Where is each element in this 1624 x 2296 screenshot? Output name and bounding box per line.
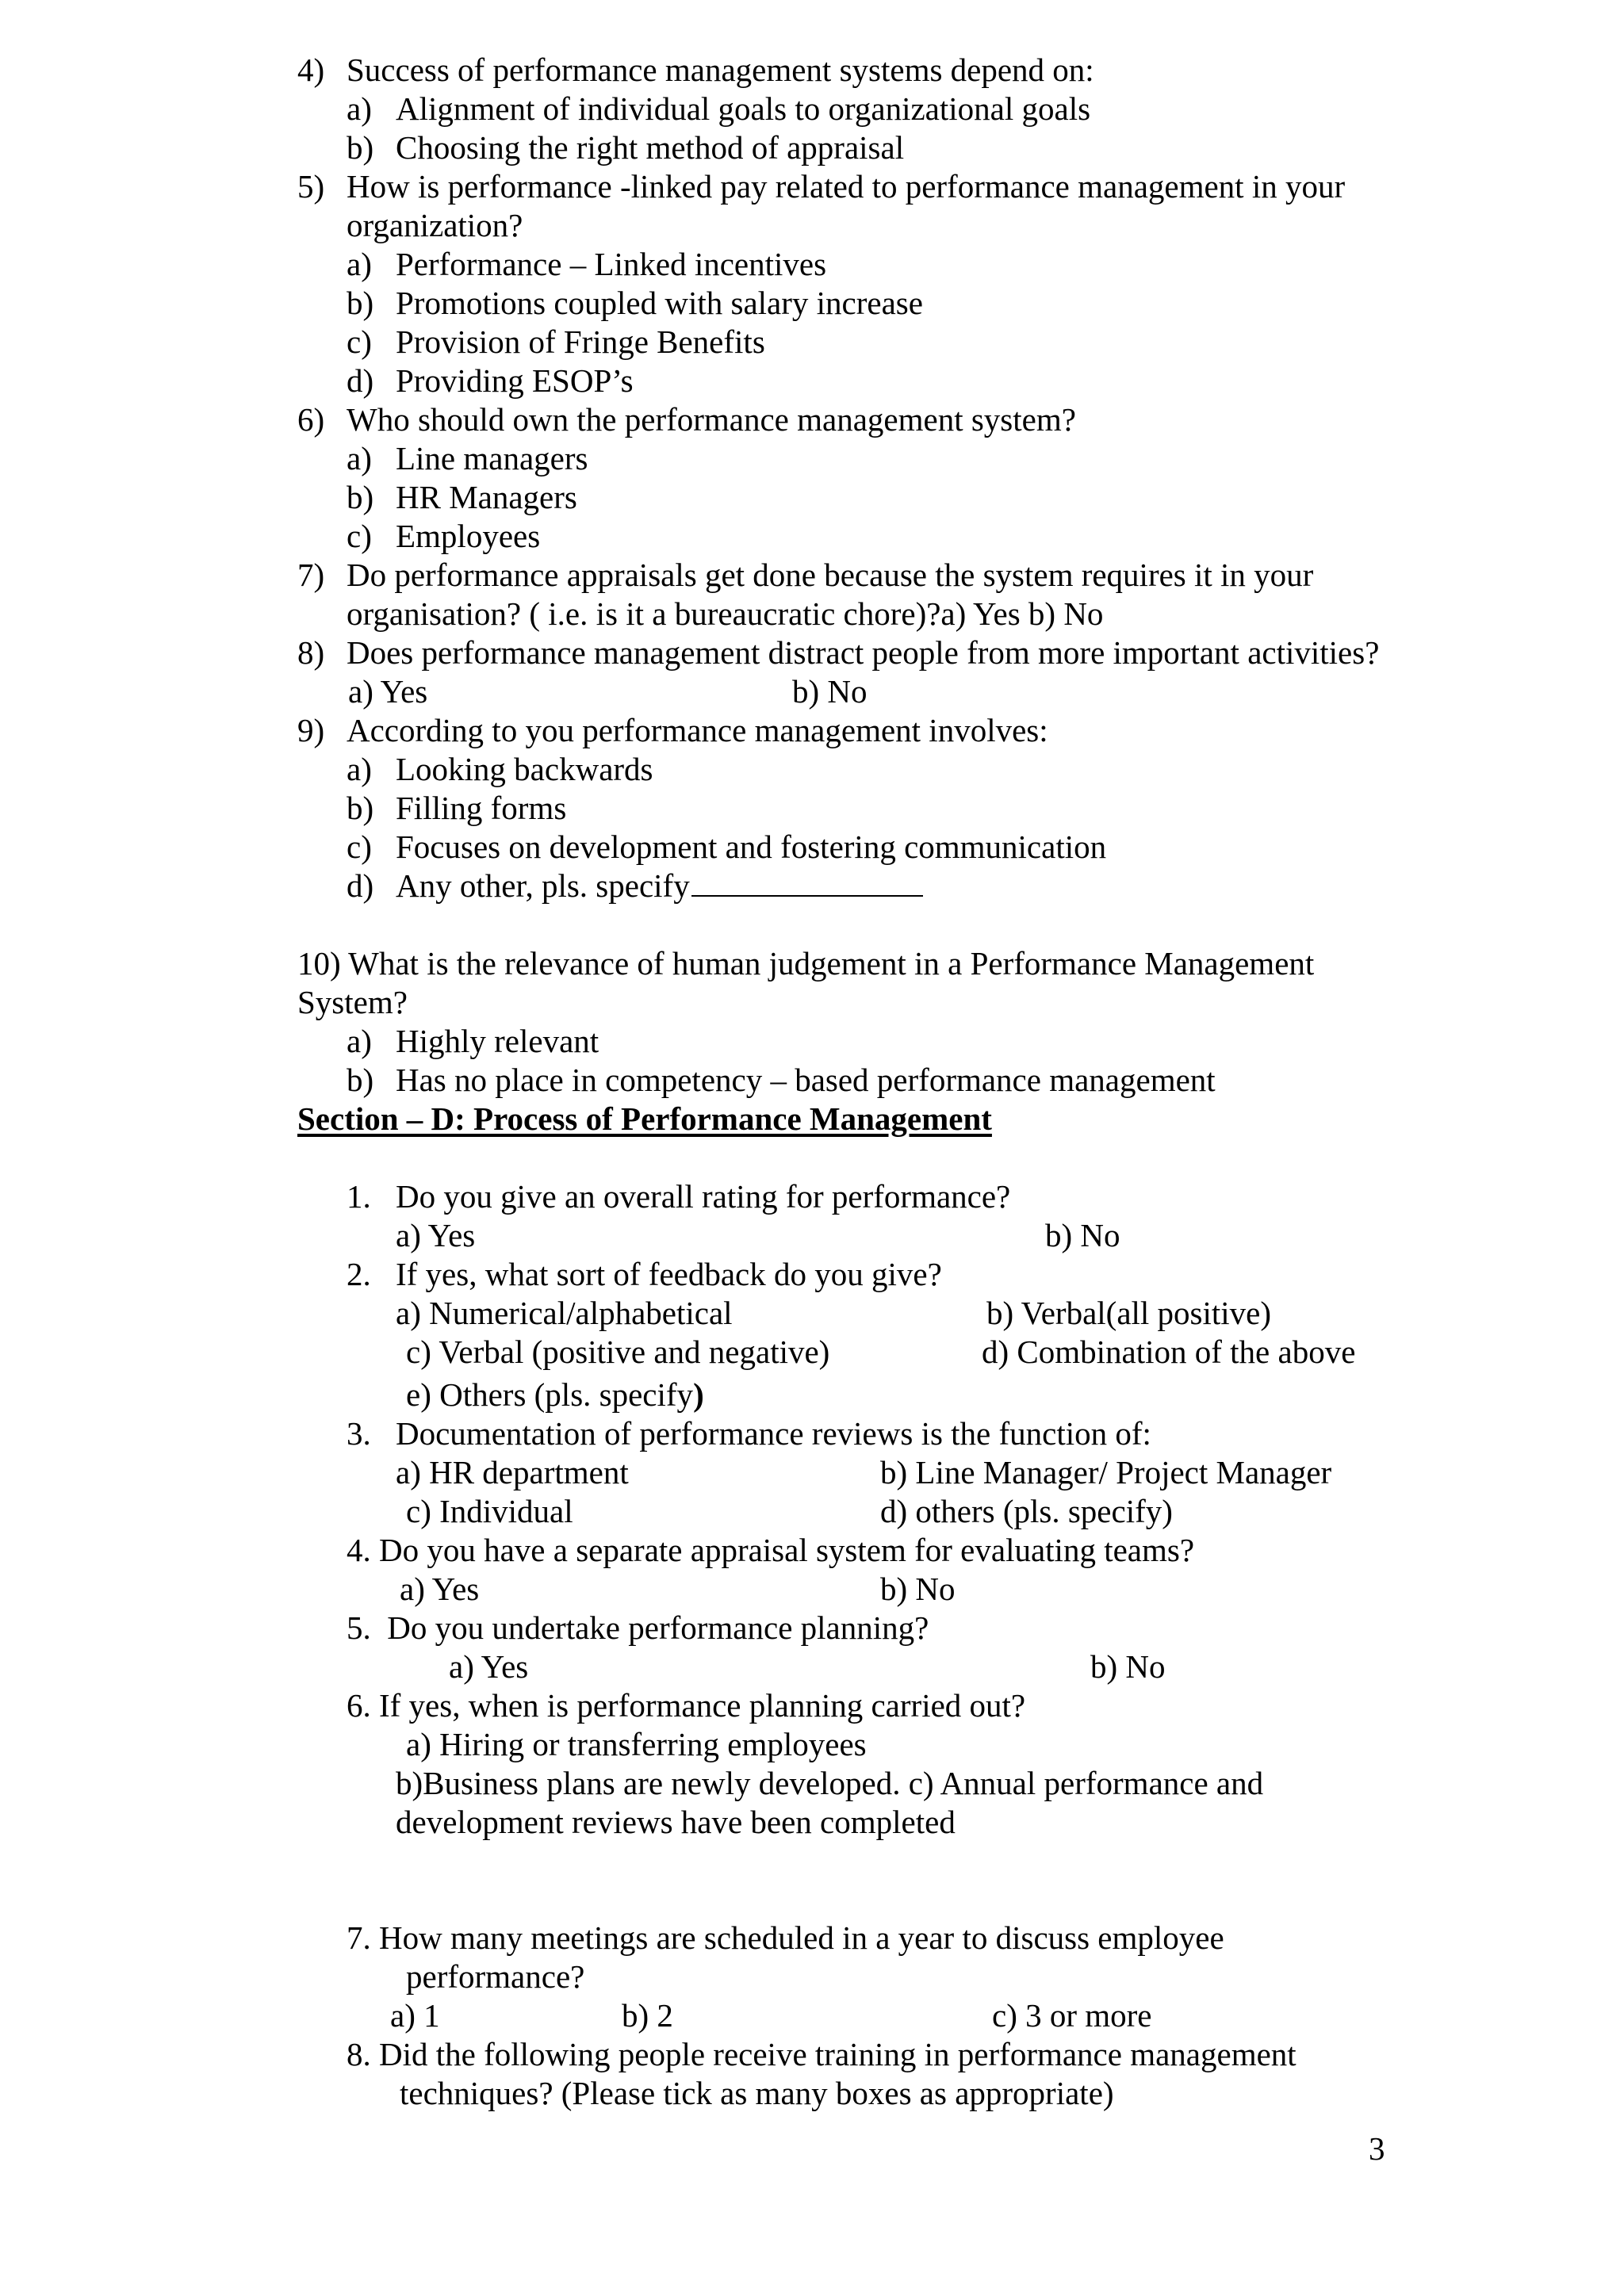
d3-option-a: a) HR department <box>396 1454 629 1490</box>
q5-text-line2: organization? <box>347 207 523 243</box>
q9-option-d-key: d) <box>347 867 374 904</box>
q4-number: 4) <box>297 52 325 88</box>
d6-option-bc-line1: b)Business plans are newly developed. c) Annual performance and <box>396 1765 1264 1801</box>
d2-number: 2. <box>347 1256 371 1292</box>
q5-text-line1: How is performance -linked pay related to performance management in your <box>347 168 1346 205</box>
d3-option-d: d) others (pls. specify) <box>880 1493 1173 1529</box>
q10-option-b-text: Has no place in competency – based performance management <box>396 1062 1216 1098</box>
q9-option-b-key: b) <box>347 790 374 826</box>
d7-text-line1: 7. How many meetings are scheduled in a year to discuss employee <box>347 1919 1224 1956</box>
q9-text: According to you performance management involves: <box>347 712 1048 748</box>
d3-option-b: b) Line Manager/ Project Manager <box>880 1454 1332 1490</box>
d2-text: If yes, what sort of feedback do you give? <box>396 1256 942 1292</box>
q9-option-c-text: Focuses on development and fostering communication <box>396 828 1107 865</box>
d2-option-d: d) Combination of the above <box>982 1334 1356 1370</box>
q9-option-c-key: c) <box>347 828 372 865</box>
d6-option-bc-line2: development reviews have been completed <box>396 1804 956 1840</box>
d1-number: 1. <box>347 1178 371 1215</box>
page-number: 3 <box>1369 2130 1385 2167</box>
q7-text-line1: Do performance appraisals get done because the system requires it in your <box>347 557 1314 593</box>
q4-option-a-key: a) <box>347 90 372 127</box>
d5-text: 5. Do you undertake performance planning? <box>347 1609 929 1646</box>
q9-number: 9) <box>297 712 325 748</box>
d6-option-a: a) Hiring or transferring employees <box>406 1726 867 1762</box>
d1-option-b: b) No <box>1045 1217 1120 1253</box>
q6-option-c-text: Employees <box>396 518 541 554</box>
q9-option-a-text: Looking backwards <box>396 751 653 787</box>
section-d-heading: Section – D: Process of Performance Management <box>297 1100 992 1137</box>
d7-option-a: a) 1 <box>390 1997 440 2034</box>
q8-number: 8) <box>297 634 325 671</box>
q9-option-a-key: a) <box>347 751 372 787</box>
d4-text: 4. Do you have a separate appraisal system for evaluating teams? <box>347 1532 1195 1568</box>
d1-text: Do you give an overall rating for performance? <box>396 1178 1011 1215</box>
q6-option-c-key: c) <box>347 518 372 554</box>
q6-number: 6) <box>297 401 325 438</box>
q5-option-b-text: Promotions coupled with salary increase <box>396 285 923 321</box>
q4-option-b-key: b) <box>347 129 374 166</box>
q8-text: Does performance management distract people from more important activities? <box>347 634 1380 671</box>
q8-option-a: a) Yes <box>348 673 428 710</box>
d2-option-e-line <box>406 1376 704 1414</box>
q10-option-a-text: Highly relevant <box>396 1023 599 1059</box>
q9-option-d-line <box>396 867 923 905</box>
d1-option-a: a) Yes <box>396 1217 476 1253</box>
q4-text: Success of performance management systems depend on: <box>347 52 1094 88</box>
d7-text-line2: performance? <box>406 1958 585 1995</box>
q4-option-a-text: Alignment of individual goals to organizational goals <box>396 90 1091 127</box>
d3-option-c: c) Individual <box>406 1493 573 1529</box>
q5-option-c-key: c) <box>347 323 372 360</box>
d3-text: Documentation of performance reviews is the function of: <box>396 1415 1151 1452</box>
d3-number: 3. <box>347 1415 371 1452</box>
d2-option-e: e) Others (pls. specify <box>406 1376 694 1413</box>
q6-text: Who should own the performance management system? <box>347 401 1076 438</box>
q10-text-line2: System? <box>297 984 408 1020</box>
q5-option-d-text: Providing ESOP’s <box>396 362 634 399</box>
q5-option-c-text: Provision of Fringe Benefits <box>396 323 765 360</box>
q5-number: 5) <box>297 168 325 205</box>
answer-blank-line <box>691 867 923 897</box>
q5-option-d-key: d) <box>347 362 374 399</box>
d6-text: 6. If yes, when is performance planning carried out? <box>347 1687 1026 1724</box>
d7-option-b: b) 2 <box>622 1997 673 2034</box>
q6-option-b-text: HR Managers <box>396 479 577 515</box>
q10-option-b-key: b) <box>347 1062 374 1098</box>
d2-option-b: b) Verbal(all positive) <box>986 1295 1272 1331</box>
q5-option-a-key: a) <box>347 246 372 282</box>
q7-text-line2: organisation? ( i.e. is it a bureaucratic chore)?a) Yes b) No <box>347 595 1104 632</box>
q6-option-a-key: a) <box>347 440 372 476</box>
d4-option-b: b) No <box>880 1571 956 1607</box>
d2-option-c: c) Verbal (positive and negative) <box>406 1334 830 1370</box>
d8-text-line1: 8. Did the following people receive training in performance management <box>347 2036 1297 2072</box>
q10-option-a-key: a) <box>347 1023 372 1059</box>
d5-option-a: a) Yes <box>449 1648 529 1685</box>
q5-option-b-key: b) <box>347 285 374 321</box>
q4-option-b-text: Choosing the right method of appraisal <box>396 129 905 166</box>
q6-option-a-text: Line managers <box>396 440 588 476</box>
q5-option-a-text: Performance – Linked incentives <box>396 246 827 282</box>
d5-option-b: b) No <box>1090 1648 1166 1685</box>
q10-text-line1: 10) What is the relevance of human judgement in a Performance Management <box>297 945 1315 982</box>
d2-option-a: a) Numerical/alphabetical <box>396 1295 733 1331</box>
d4-option-a: a) Yes <box>400 1571 480 1607</box>
d7-option-c: c) 3 or more <box>992 1997 1152 2034</box>
q8-option-b: b) No <box>792 673 868 710</box>
q6-option-b-key: b) <box>347 479 374 515</box>
q9-option-d-text: Any other, pls. specify <box>396 867 690 904</box>
q7-number: 7) <box>297 557 325 593</box>
d2-option-e-close: ) <box>693 1376 704 1413</box>
d8-text-line2: techniques? (Please tick as many boxes as appropriate) <box>400 2075 1114 2111</box>
q9-option-b-text: Filling forms <box>396 790 567 826</box>
